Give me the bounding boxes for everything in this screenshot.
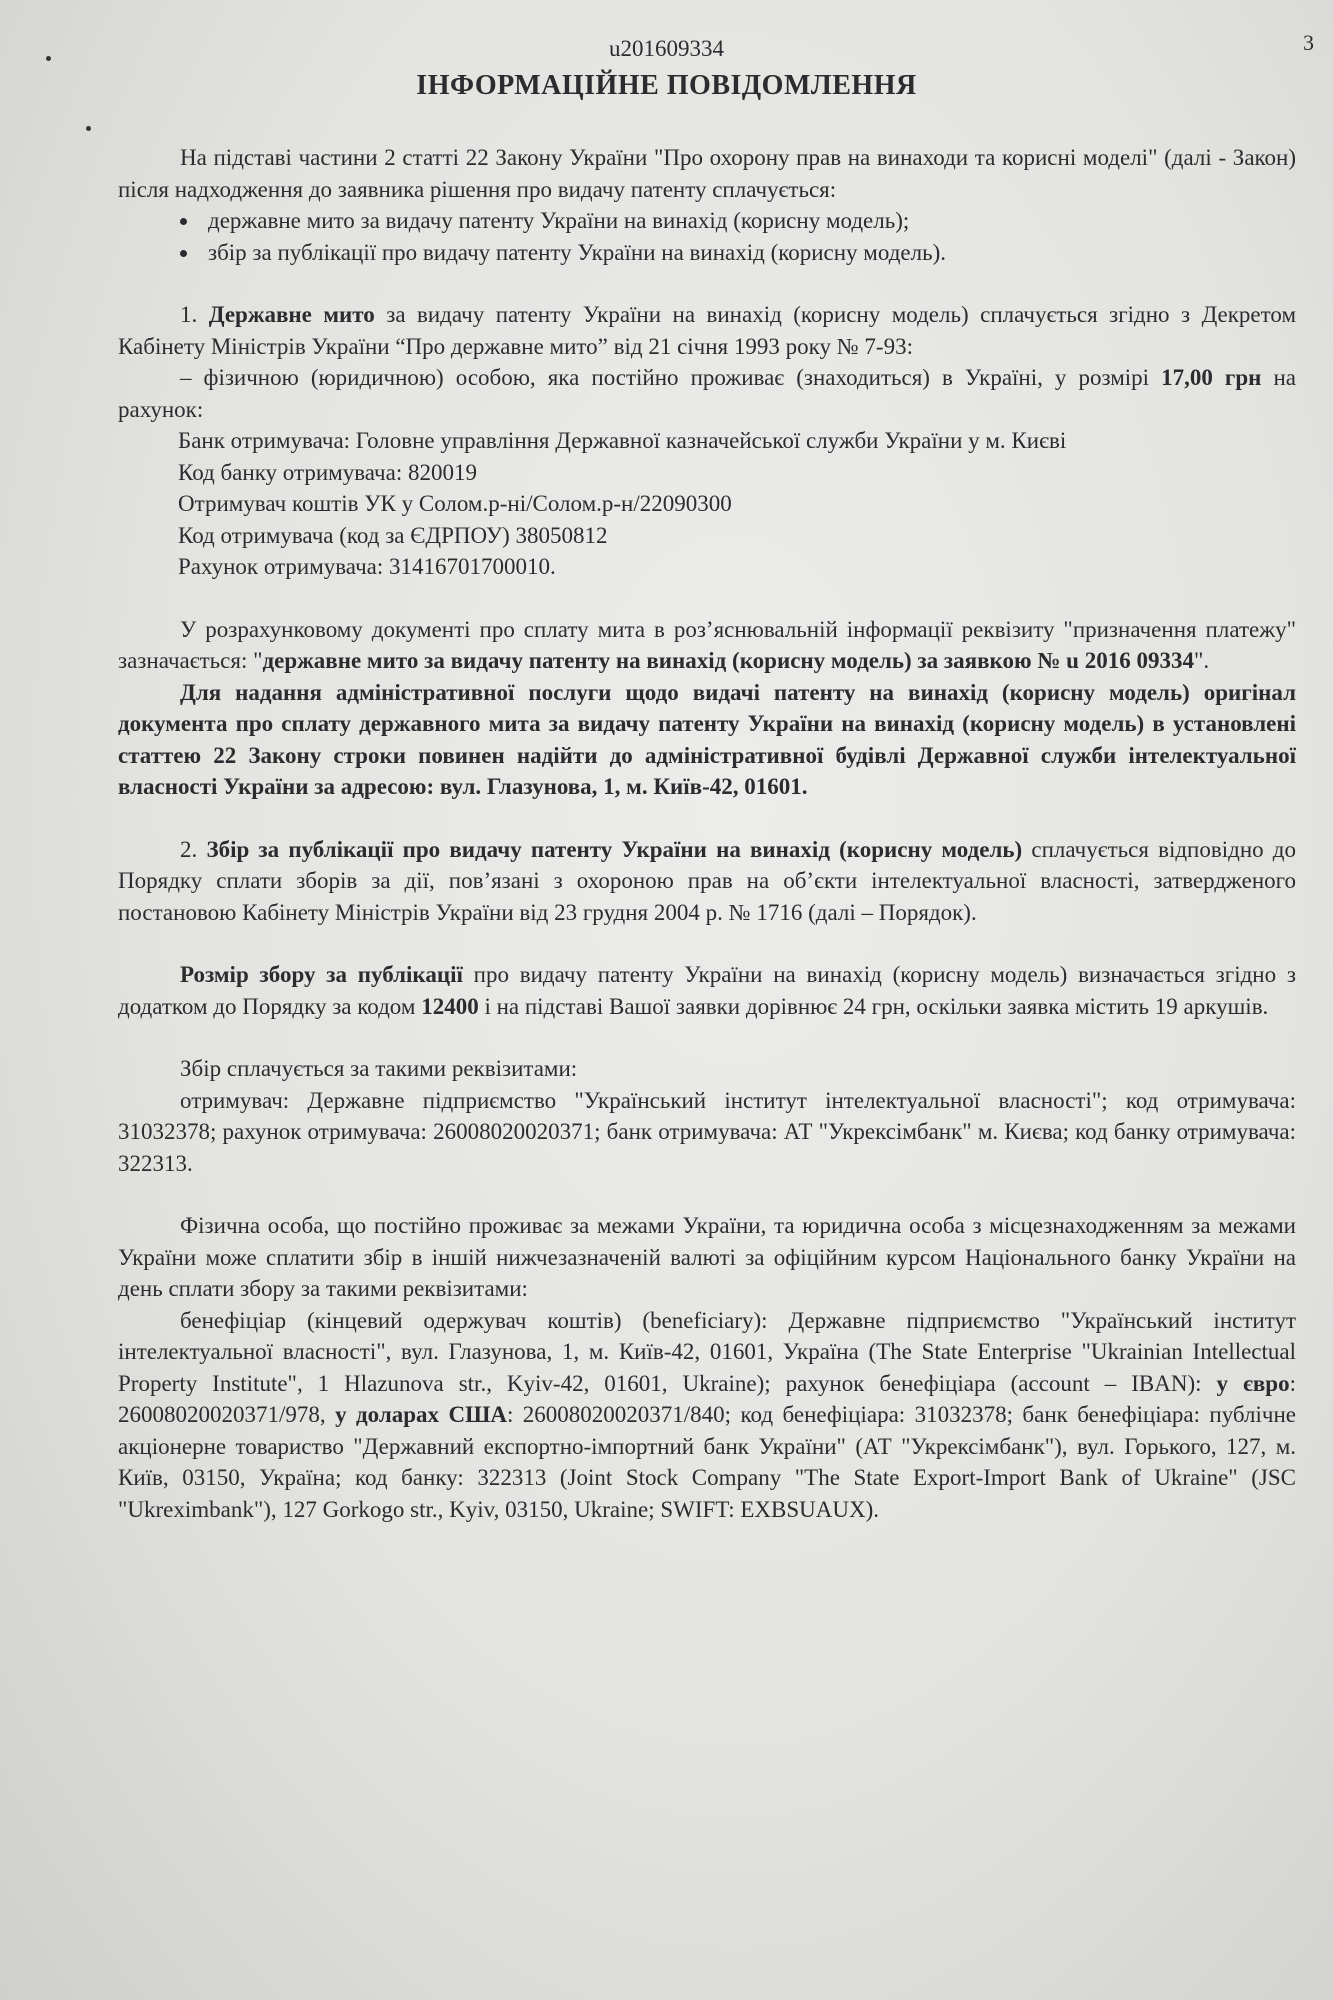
section-2-text: сплачується відповідно до Порядку сплати зборів за дії, пов’язані з охороною прав на об’єкти інтелектуальної власності, затвердженого постановою Кабінету Міністрів України від 23 грудня 2004 р. № 1716 (далі – Порядок). [118, 836, 1297, 925]
bank-requisites [118, 425, 1296, 583]
document-body [118, 142, 1296, 1525]
beneficiary-paragraph [118, 1305, 1296, 1526]
requisite-line: Отримувач коштів УК у Солом.р-ні/Солом.р-н/22090300 [178, 491, 732, 516]
payer-text-end: на рахунок: [118, 365, 1296, 422]
payer-paragraph [118, 362, 1296, 425]
requisite-line: Рахунок отримувача: 31416701700010. [178, 554, 556, 579]
section-1-text: за видачу патенту України на винахід (корисну модель) сплачується згідно з Декретом Кабінету Міністрів України “Про державне мито” від 21 січня 1993 року № 7-93: [118, 302, 1296, 359]
section-2-paragraph [118, 834, 1296, 929]
list-item: збір за публікації про видачу патенту України на винахід (корисну модель). [178, 237, 1296, 269]
foreign-payer-paragraph: Фізична особа, що постійно проживає за межами України, та юридична особа з місцезнаходженням за межами України може сплатити збір в іншій нижчезазначеній валюті за офіційним курсом Національного банку України на день сплати збору за такими реквізитами: [118, 1213, 1296, 1301]
payment-purpose-paragraph [118, 614, 1296, 677]
fee-size-lead: Розмір збору за публікації [180, 962, 463, 987]
purpose-text: У розрахунковому документі про сплату мита в роз’яснювальній інформації реквізиту "призначення платежу" зазначається: " [118, 616, 1296, 673]
section-1-lead: Державне мито [208, 302, 375, 327]
application-number: u201609334 [609, 36, 724, 61]
fee-size-text-end: і на підставі Вашої заявки дорівнює 24 грн, оскільки заявка містить 19 аркушів. [478, 993, 1269, 1019]
purpose-bold: державне мито за видачу патенту на винахід (корисну модель) за заявкою № u 2016 09334 [262, 648, 1194, 673]
list-item: державне мито за видачу патенту України на винахід (корисну модель); [178, 205, 1296, 237]
section-2-lead: Збір за публікації про видачу патенту України на винахід (корисну модель) [206, 836, 1023, 862]
purpose-text-end: ". [1193, 648, 1210, 673]
usd-account-and-bank: : 26008020020371/840; код бенефіціара: 31032378; банк бенефіціара: публічне акціонерне товариство "Державний експортно-імпортний банк України" (АТ "Укрексімбанк"), вул. Горького, 127, м. Київ, 03150, Україна; код банку: 322313 (Joint Stock Company "The State Export-Import Bank of Ukraine" (JSC "Ukreximbank"), 127 Gorkogo str., Kyiv, 03150, Ukraine; SWIFT: EXBSUAUX). [118, 1402, 1296, 1522]
notice-text: Для надання адміністративної послуги щодо видачі патенту на винахід (корисну модель) оригінал документа про сплату державного мита за видачу патенту України на винахід (корисну модель) в установлені статтею 22 Закону строки повинен надійти до адміністративної будівлі Державної служби інтелектуальної власності України за адресою: вул. Глазунова, 1, м. Київ-42, 01601. [118, 679, 1296, 799]
section-2-number: 2. [180, 836, 198, 862]
scan-speck [86, 126, 91, 131]
section-1-number: 1. [180, 302, 198, 327]
recipient-requisites: отримувач: Державне підприємство "Український інститут інтелектуальної власності"; код отримувача: 31032378; рахунок отримувача: 26008020020371; банк отримувача: АТ "Укрексімбанк" м. Києва; код банку отримувача: 322313. [118, 1087, 1296, 1176]
intro-paragraph: На підставі частини 2 статті 22 Закону України "Про охорону прав на винаходи та корисні моделі" (далі - Закон) після надходження до заявника рішення про видачу патенту сплачується: [118, 145, 1296, 202]
payment-list [118, 205, 1296, 268]
requisites-intro: Збір сплачується за такими реквізитами: [180, 1056, 578, 1081]
page-number: 3 [1303, 30, 1314, 55]
requisite-line: Банк отримувача: Головне управління Державної казначейської служби України у м. Києві [178, 428, 1067, 453]
fee-size-text: про видачу патенту України на винахід (корисну модель) визначається згідно з додатком до Порядку за кодом [118, 962, 1296, 1019]
fee-amount: 17,00 грн [1161, 365, 1262, 390]
section-1-paragraph [118, 299, 1296, 362]
eur-label: у євро [1216, 1370, 1290, 1396]
eur-account: : 26008020020371/978, [118, 1370, 1296, 1427]
usd-label: у доларах США [335, 1402, 507, 1427]
document-title: ІНФОРМАЦІЙНЕ ПОВІДОМЛЕННЯ [416, 70, 917, 101]
requisite-line: Код отримувача (код за ЄДРПОУ) 38050812 [178, 522, 608, 548]
fee-size-paragraph [118, 959, 1296, 1022]
notice-paragraph [118, 677, 1296, 803]
fee-code: 12400 [421, 993, 479, 1019]
payer-text: – фізичною (юридичною) особою, яка постійно проживає (знаходиться) в Україні, у розмірі [180, 365, 1162, 390]
beneficiary-text: бенефіціар (кінцевий одержувач коштів) (beneficiary): Державне підприємство "Український інститут інтелектуальної власності", вул. Глазунова, 1, м. Київ-42, 01601, Україна (The State Enterprise "Ukrainian Intellectual Property Institute", 1 Hlazunova str., Kyiv-42, 01601, Ukraine); рахунок бенефіціара (account – IBAN): [118, 1307, 1296, 1396]
requisite-line: Код банку отримувача: 820019 [178, 459, 477, 485]
